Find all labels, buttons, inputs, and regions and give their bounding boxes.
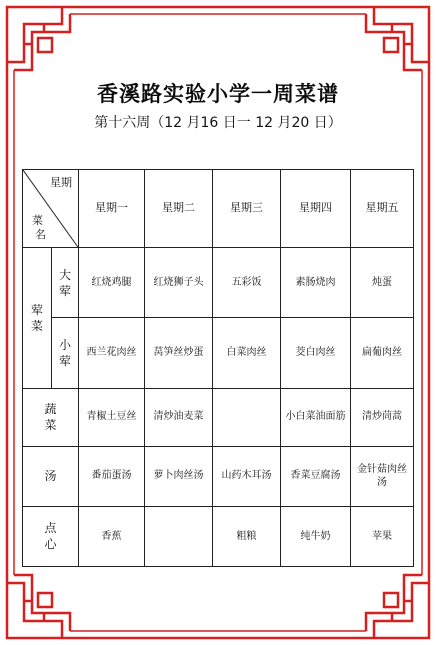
day-header-tue: 星期二 [145, 170, 213, 248]
corner-weekday-label: 星期 [50, 176, 72, 189]
meat-char-2: 菜 [30, 318, 43, 333]
vegetable-label [23, 388, 79, 446]
corner-dish-char-2: 名 [35, 228, 46, 242]
table-row [23, 446, 414, 506]
veg-wed [213, 388, 281, 446]
meat-char-1: 荤 [30, 302, 43, 317]
table-row [23, 248, 414, 318]
day-header-mon: 星期一 [79, 170, 145, 248]
table-row [23, 506, 414, 566]
big-meat-fri: 炖蛋 [351, 248, 414, 318]
snack-label [23, 506, 79, 566]
small-meat-mon: 西兰花肉丝 [79, 318, 145, 388]
snack-fri: 苹果 [351, 506, 414, 566]
veg-char-1: 蔬 [44, 401, 57, 416]
day-header-wed: 星期三 [213, 170, 281, 248]
veg-mon: 青椒土豆丝 [79, 388, 145, 446]
weekly-menu-table [22, 169, 414, 567]
veg-thu: 小白菜油面筋 [281, 388, 351, 446]
small-meat-label [52, 318, 79, 388]
snack-thu: 纯牛奶 [281, 506, 351, 566]
big-meat-tue: 红烧狮子头 [145, 248, 213, 318]
snack-char-1: 点 [44, 521, 57, 536]
soup-mon: 番茄蛋汤 [79, 446, 145, 506]
snack-mon: 香蕉 [79, 506, 145, 566]
soup-fri: 金针菇肉丝汤 [351, 446, 414, 506]
big-meat-wed: 五彩饭 [213, 248, 281, 318]
table-row [23, 318, 414, 388]
small-meat-thu: 茭白肉丝 [281, 318, 351, 388]
soup-thu: 香菜豆腐汤 [281, 446, 351, 506]
big-meat-label [52, 248, 79, 318]
veg-fri: 清炒茼蒿 [351, 388, 414, 446]
small-meat-wed: 白菜肉丝 [213, 318, 281, 388]
table-row [23, 388, 414, 446]
big-char-2: 荤 [58, 283, 71, 298]
corner-header-cell [23, 170, 79, 248]
soup-tue: 萝卜肉丝汤 [145, 446, 213, 506]
header-row [23, 170, 414, 248]
veg-tue: 清炒油麦菜 [145, 388, 213, 446]
corner-dish-label [29, 214, 46, 244]
snack-char-2: 心 [44, 537, 57, 552]
day-header-fri: 星期五 [351, 170, 414, 248]
page-title: 香溪路实验小学一周菜谱 [97, 82, 339, 106]
veg-char-2: 菜 [44, 418, 57, 433]
day-header-thu: 星期四 [281, 170, 351, 248]
snack-wed: 粗粮 [213, 506, 281, 566]
week-subtitle: 第十六周（12 月16 日一 12 月20 日） [94, 115, 342, 131]
small-meat-tue: 莴笋丝炒蛋 [145, 318, 213, 388]
small-meat-fri: 扁葡肉丝 [351, 318, 414, 388]
soup-wed: 山药木耳汤 [213, 446, 281, 506]
meat-group-label [23, 248, 52, 388]
small-char-1: 小 [58, 337, 71, 352]
snack-tue [145, 506, 213, 566]
corner-dish-char-1: 菜 [32, 213, 43, 227]
big-char-1: 大 [58, 267, 71, 282]
big-meat-thu: 素肠烧肉 [281, 248, 351, 318]
small-char-2: 荤 [58, 353, 71, 368]
big-meat-mon: 红烧鸡腿 [79, 248, 145, 318]
soup-label: 汤 [23, 446, 79, 506]
